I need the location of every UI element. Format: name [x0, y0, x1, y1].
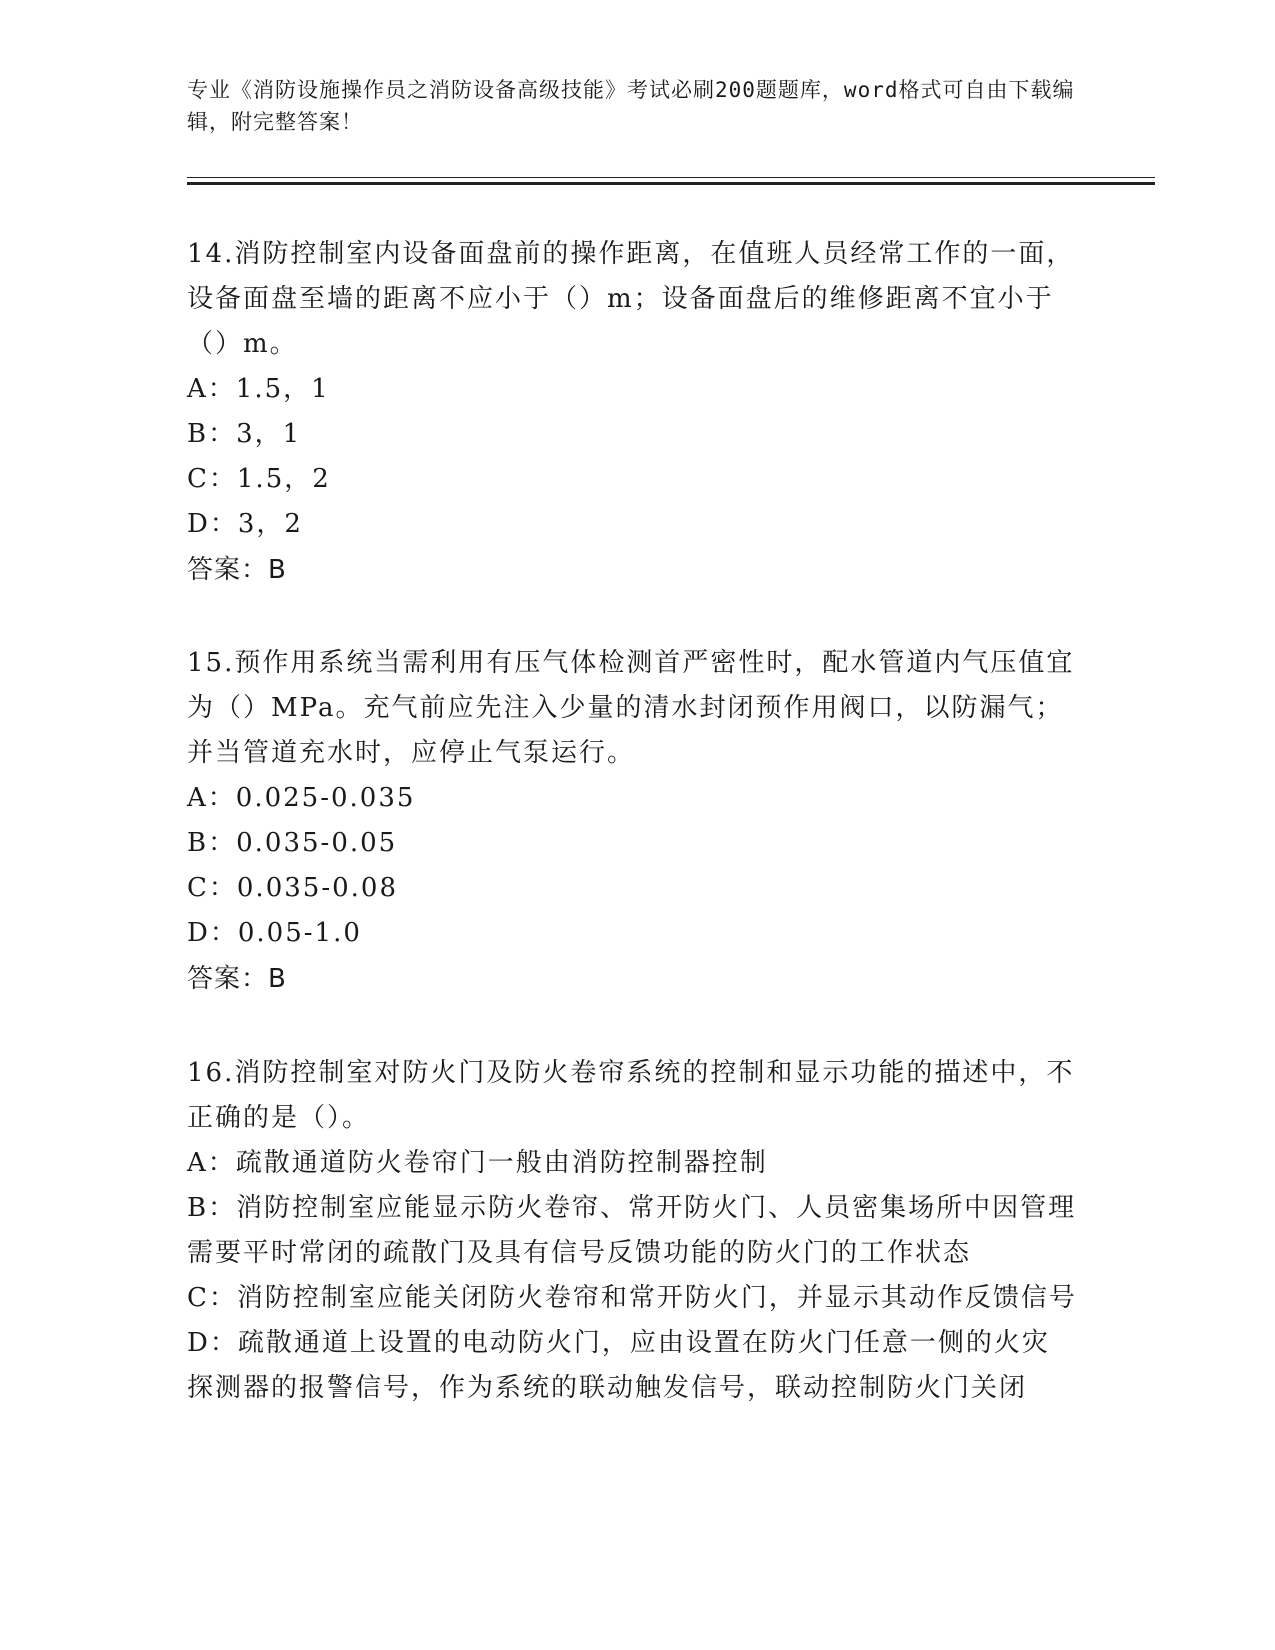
answer-label: 答案：B — [187, 964, 287, 994]
document-header: 专业《消防设施操作员之消防设备高级技能》考试必刷200题题库，word格式可自由下载编辑，附完整答案！ — [187, 78, 1075, 134]
header-divider-thick — [187, 182, 1155, 185]
option-a: A：疏散通道防火卷帘门一般由消防控制器控制 — [187, 1148, 768, 1178]
option-d: D：0.05-1.0 — [187, 918, 362, 948]
option-c: C：消防控制室应能关闭防火卷帘和常开防火门，并显示其动作反馈信号 — [187, 1283, 1077, 1313]
question-stem: 15.预作用系统当需利用有压气体检测首严密性时，配水管道内气压值宜为（）MPa。充气前应先注入少量的清水封闭预作用阀口，以防漏气；并当管道充水时，应停止气泵运行。 — [187, 648, 1075, 768]
option-a: A：0.025-0.035 — [187, 783, 416, 813]
option-b: B：3，1 — [187, 419, 302, 449]
question-15 — [187, 641, 1077, 1002]
option-d: D：疏散通道上设置的电动防火门，应由设置在防火门任意一侧的火灾探测器的报警信号，作为系统的联动触发信号，联动控制防火门关闭 — [187, 1328, 1050, 1403]
option-b: B：0.035-0.05 — [187, 828, 398, 858]
question-16 — [187, 1051, 1077, 1411]
header-divider-thin — [187, 177, 1155, 178]
answer-label: 答案：B — [187, 555, 287, 585]
question-stem: 16.消防控制室对防火门及防火卷帘系统的控制和显示功能的描述中，不正确的是（）。 — [187, 1058, 1075, 1133]
option-b: B：消防控制室应能显示防火卷帘、常开防火门、人员密集场所中因管理需要平时常闭的疏散门及具有信号反馈功能的防火门的工作状态 — [187, 1193, 1077, 1268]
option-d: D：3，2 — [187, 509, 303, 539]
question-stem: 14.消防控制室内设备面盘前的操作距离，在值班人员经常工作的一面，设备面盘至墙的距离不应小于（）m；设备面盘后的维修距离不宜小于（）m。 — [187, 239, 1075, 359]
option-a: A：1.5，1 — [187, 374, 330, 404]
question-14 — [187, 232, 1077, 593]
option-c: C：0.035-0.08 — [187, 873, 399, 903]
option-c: C：1.5，2 — [187, 464, 331, 494]
